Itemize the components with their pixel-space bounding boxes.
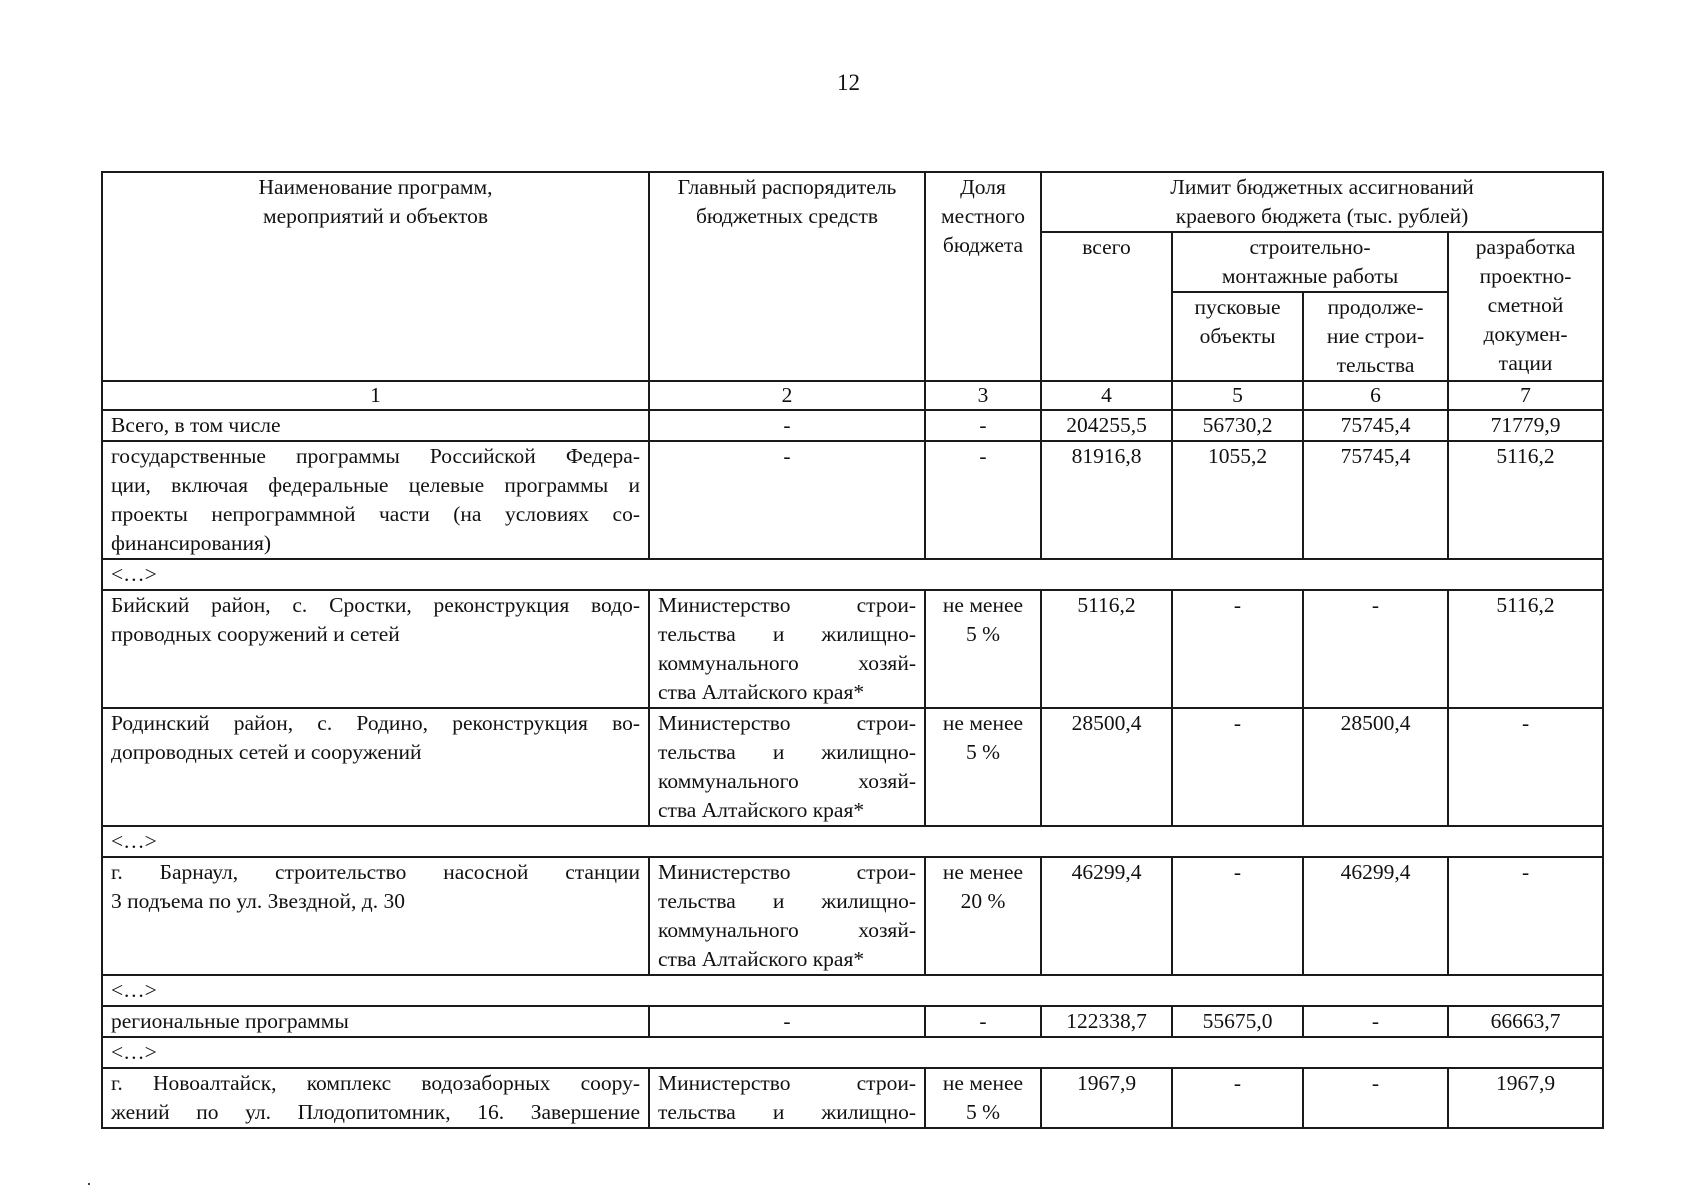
table-row-regional: [102, 1006, 1603, 1037]
row-manager: -: [649, 1006, 925, 1037]
row-manager: -: [649, 441, 925, 559]
row-name: г. Новоалтайск, комплекс водозаборных соору- жений по ул. Плодопитомник, 16. Завершение: [102, 1068, 649, 1128]
row-name: г. Барнаул, строительство насосной станции 3 подъема по ул. Звездной, д. 30: [102, 857, 649, 975]
row-continuation-value: -: [1303, 1068, 1448, 1128]
table-row-biysk: [102, 590, 1603, 708]
row-share: -: [925, 410, 1041, 441]
row-continuation-value: -: [1303, 590, 1448, 708]
row-share: не менее 5 %: [925, 708, 1041, 826]
column-number: 5: [1172, 381, 1303, 410]
row-manager: -: [649, 410, 925, 441]
row-continuation-value: 75745,4: [1303, 410, 1448, 441]
table-row-novoaltaysk: [102, 1068, 1603, 1128]
budget-allocation-table: [101, 171, 1604, 1129]
row-name: государственные программы Российской Федера- ции, включая федеральные целевые программы и проекты непрограммной части (на условиях со- финансирования): [102, 441, 649, 559]
ellipsis-row: [102, 975, 1603, 1006]
header-continuation: продолже- ние строи- тельства: [1303, 292, 1448, 381]
table-row-federal: [102, 441, 1603, 559]
row-continuation-value: 46299,4: [1303, 857, 1448, 975]
column-number: 4: [1041, 381, 1172, 410]
row-manager: Министерство строи- тельства и жилищно- коммунального хозяй- ства Алтайского края*: [649, 708, 925, 826]
row-launch-value: -: [1172, 1068, 1303, 1128]
ellipsis-text: <…>: [102, 975, 1603, 1006]
ellipsis-row: [102, 559, 1603, 590]
row-total-value: 204255,5: [1041, 410, 1172, 441]
row-total-value: 5116,2: [1041, 590, 1172, 708]
row-manager: Министерство строи- тельства и жилищно- коммунального хозяй- ства Алтайского края*: [649, 857, 925, 975]
column-number: 7: [1448, 381, 1603, 410]
table-row-total: [102, 410, 1603, 441]
header-total: всего: [1041, 232, 1172, 381]
row-share: не менее 5 %: [925, 590, 1041, 708]
row-manager: Министерство строи- тельства и жилищно- коммунального хозяй- ства Алтайского края*: [649, 590, 925, 708]
header-launch-objects: пусковые объекты: [1172, 292, 1303, 381]
header-construction-works: строительно- монтажные работы: [1172, 232, 1448, 292]
row-total-value: 1967,9: [1041, 1068, 1172, 1128]
column-number: 6: [1303, 381, 1448, 410]
row-total-value: 28500,4: [1041, 708, 1172, 826]
row-design-value: 5116,2: [1448, 590, 1603, 708]
column-numbers-row: [102, 381, 1603, 410]
row-launch-value: 55675,0: [1172, 1006, 1303, 1037]
row-design-value: -: [1448, 708, 1603, 826]
row-share: не менее 20 %: [925, 857, 1041, 975]
row-total-value: 46299,4: [1041, 857, 1172, 975]
row-name: региональные программы: [102, 1006, 649, 1037]
header-budget-limit: Лимит бюджетных ассигнований краевого бюджета (тыс. рублей): [1041, 172, 1603, 232]
row-manager: Министерство строи- тельства и жилищно-: [649, 1068, 925, 1128]
ellipsis-text: <…>: [102, 1037, 1603, 1068]
row-continuation-value: 75745,4: [1303, 441, 1448, 559]
row-launch-value: -: [1172, 857, 1303, 975]
row-launch-value: -: [1172, 708, 1303, 826]
table-row-rodino: [102, 708, 1603, 826]
header-design-documentation: разработка проектно- сметной докумен- тации: [1448, 232, 1603, 381]
row-design-value: -: [1448, 857, 1603, 975]
header-program-name: Наименование программ, мероприятий и объектов: [102, 172, 649, 381]
row-launch-value: 56730,2: [1172, 410, 1303, 441]
table-row-barnaul: [102, 857, 1603, 975]
header-local-share: Доля местного бюджета: [925, 172, 1041, 381]
row-design-value: 1967,9: [1448, 1068, 1603, 1128]
row-name: Родинский район, с. Родино, реконструкция во- допроводных сетей и сооружений: [102, 708, 649, 826]
row-name: Всего, в том числе: [102, 410, 649, 441]
column-number: 1: [102, 381, 649, 410]
page-number: 12: [837, 70, 860, 95]
row-total-value: 81916,8: [1041, 441, 1172, 559]
column-number: 2: [649, 381, 925, 410]
row-design-value: 5116,2: [1448, 441, 1603, 559]
header-budget-manager: Главный распорядитель бюджетных средств: [649, 172, 925, 381]
scan-speck: [88, 1183, 90, 1185]
ellipsis-row: [102, 826, 1603, 857]
row-launch-value: 1055,2: [1172, 441, 1303, 559]
ellipsis-text: <…>: [102, 559, 1603, 590]
row-design-value: 71779,9: [1448, 410, 1603, 441]
row-continuation-value: -: [1303, 1006, 1448, 1037]
row-design-value: 66663,7: [1448, 1006, 1603, 1037]
row-launch-value: -: [1172, 590, 1303, 708]
row-share: не менее 5 %: [925, 1068, 1041, 1128]
row-continuation-value: 28500,4: [1303, 708, 1448, 826]
row-total-value: 122338,7: [1041, 1006, 1172, 1037]
column-number: 3: [925, 381, 1041, 410]
row-name: Бийский район, с. Сростки, реконструкция водо- проводных сооружений и сетей: [102, 590, 649, 708]
row-share: -: [925, 441, 1041, 559]
ellipsis-row: [102, 1037, 1603, 1068]
ellipsis-text: <…>: [102, 826, 1603, 857]
row-share: -: [925, 1006, 1041, 1037]
